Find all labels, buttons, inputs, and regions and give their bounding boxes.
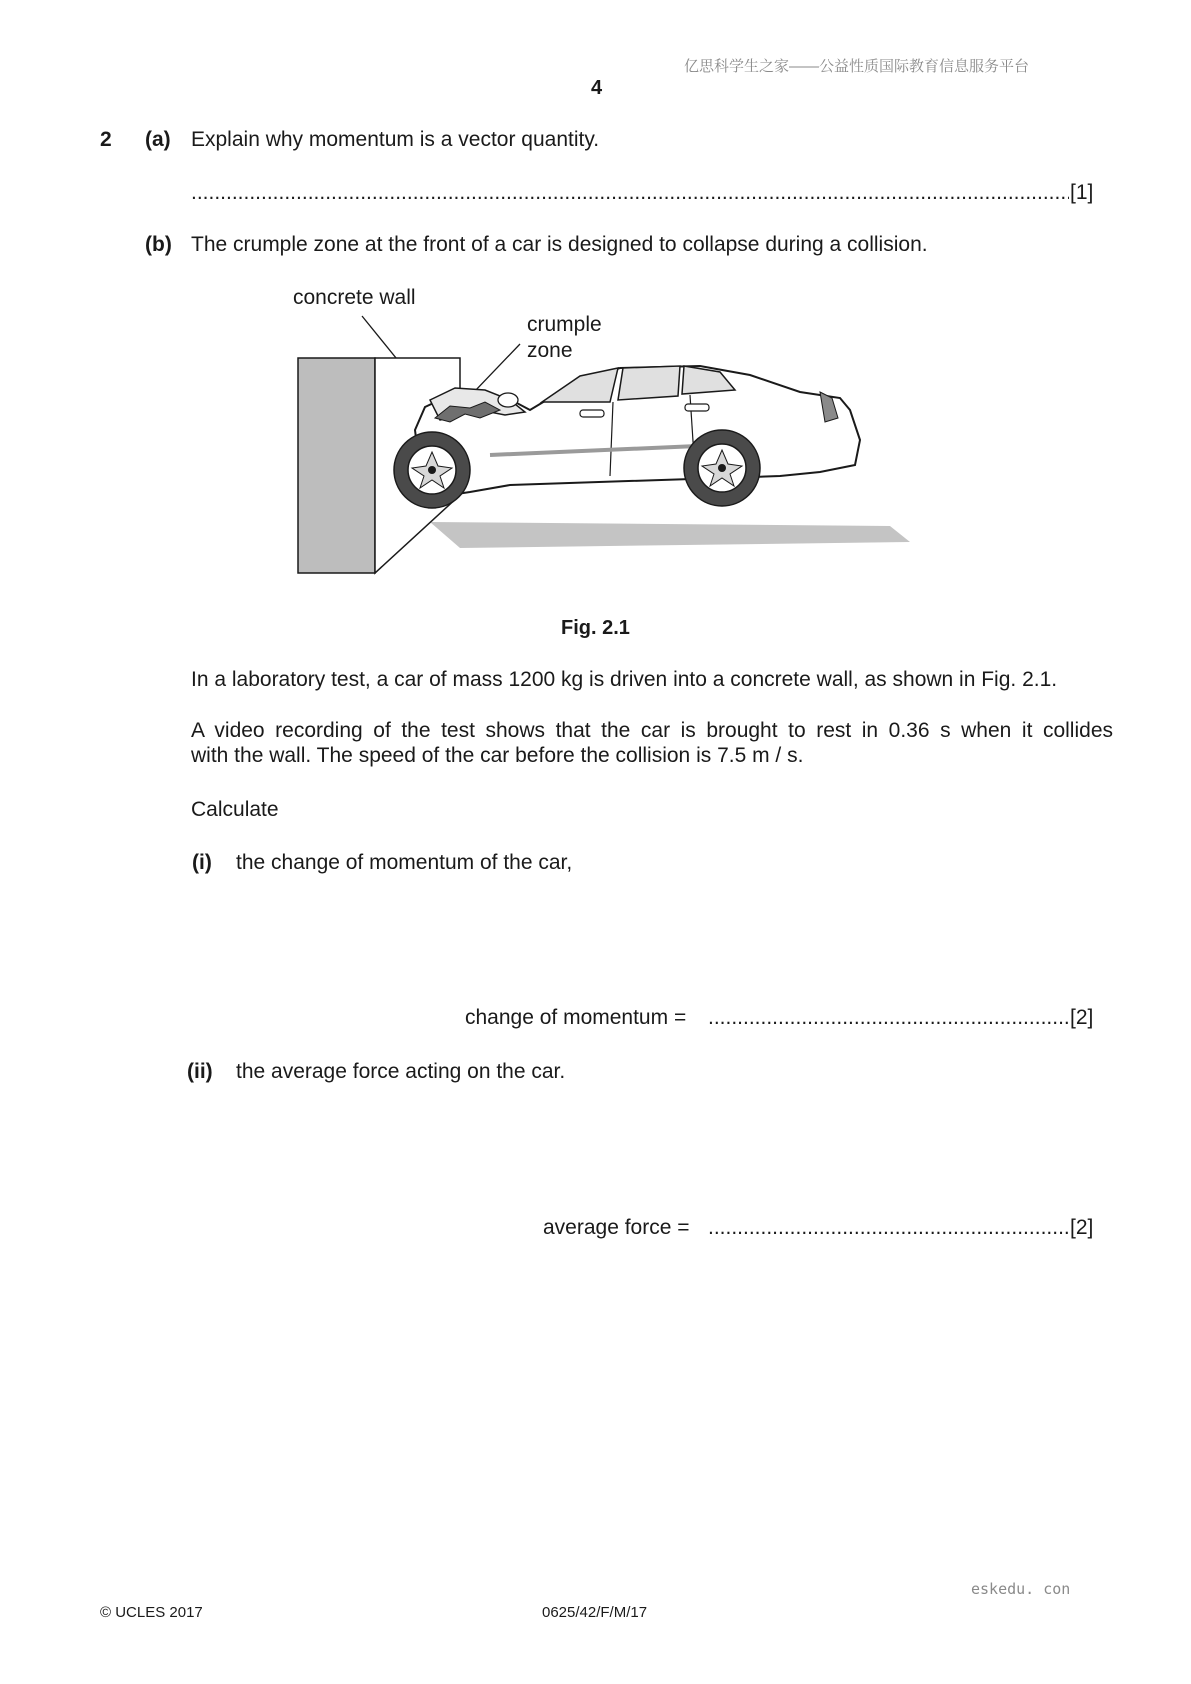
page-number: 4 — [591, 77, 603, 99]
front-wheel — [394, 432, 470, 508]
door-handle-front — [580, 410, 604, 417]
front-window — [542, 368, 618, 402]
part-a-label: (a) — [145, 128, 171, 151]
figure-caption: Fig. 2.1 — [561, 617, 630, 639]
door-handle-rear — [685, 404, 709, 411]
copyright: © UCLES 2017 — [100, 1604, 203, 1621]
sub-i-label: (i) — [192, 851, 212, 874]
paragraph-test: In a laboratory test, a car of mass 1200 kg is driven into a concrete wall, as shown in Fig. 2.1. — [191, 668, 1058, 691]
momentum-answer-label: change of momentum = — [465, 1006, 687, 1029]
calculate-label: Calculate — [191, 798, 279, 821]
paragraph-video-line2: with the wall. The speed of the car before the collision is 7.5 m / s. — [191, 744, 804, 767]
answer-line-a[interactable] — [191, 181, 1069, 205]
side-mirror — [498, 393, 518, 407]
rear-window — [618, 366, 680, 400]
part-b-label: (b) — [145, 233, 172, 256]
wall-front — [298, 358, 375, 573]
label-crumple: crumple — [527, 313, 602, 336]
label-concrete-wall: concrete wall — [293, 286, 416, 309]
sub-ii-text: the average force acting on the car. — [236, 1060, 566, 1083]
force-answer-line[interactable] — [708, 1216, 1069, 1240]
force-answer-label: average force = — [543, 1216, 690, 1239]
watermark-bottom: eskedu. con — [971, 1580, 1071, 1598]
paragraph-video-line1: A video recording of the test shows that the car is brought to rest in 0.36 s when it collides — [191, 719, 1113, 742]
paper-code: 0625/42/F/M/17 — [542, 1604, 648, 1621]
question-number: 2 — [100, 128, 112, 151]
label-zone-text: zone — [527, 339, 573, 362]
marks-a: [1] — [1070, 181, 1094, 204]
sub-ii-label: (ii) — [187, 1060, 213, 1083]
sub-i-text: the change of momentum of the car, — [236, 851, 573, 874]
watermark-top: 亿思科学生之家——公益性质国际教育信息服务平台 — [684, 58, 1030, 75]
part-a-text: Explain why momentum is a vector quantity. — [191, 128, 600, 151]
part-b-text: The crumple zone at the front of a car is designed to collapse during a collision. — [191, 233, 928, 256]
marks-ii: [2] — [1070, 1216, 1094, 1239]
marks-i: [2] — [1070, 1006, 1094, 1029]
momentum-answer-line[interactable] — [708, 1006, 1069, 1030]
crash-figure — [280, 280, 920, 590]
ground-shadow — [430, 522, 910, 548]
rear-wheel — [684, 430, 760, 506]
